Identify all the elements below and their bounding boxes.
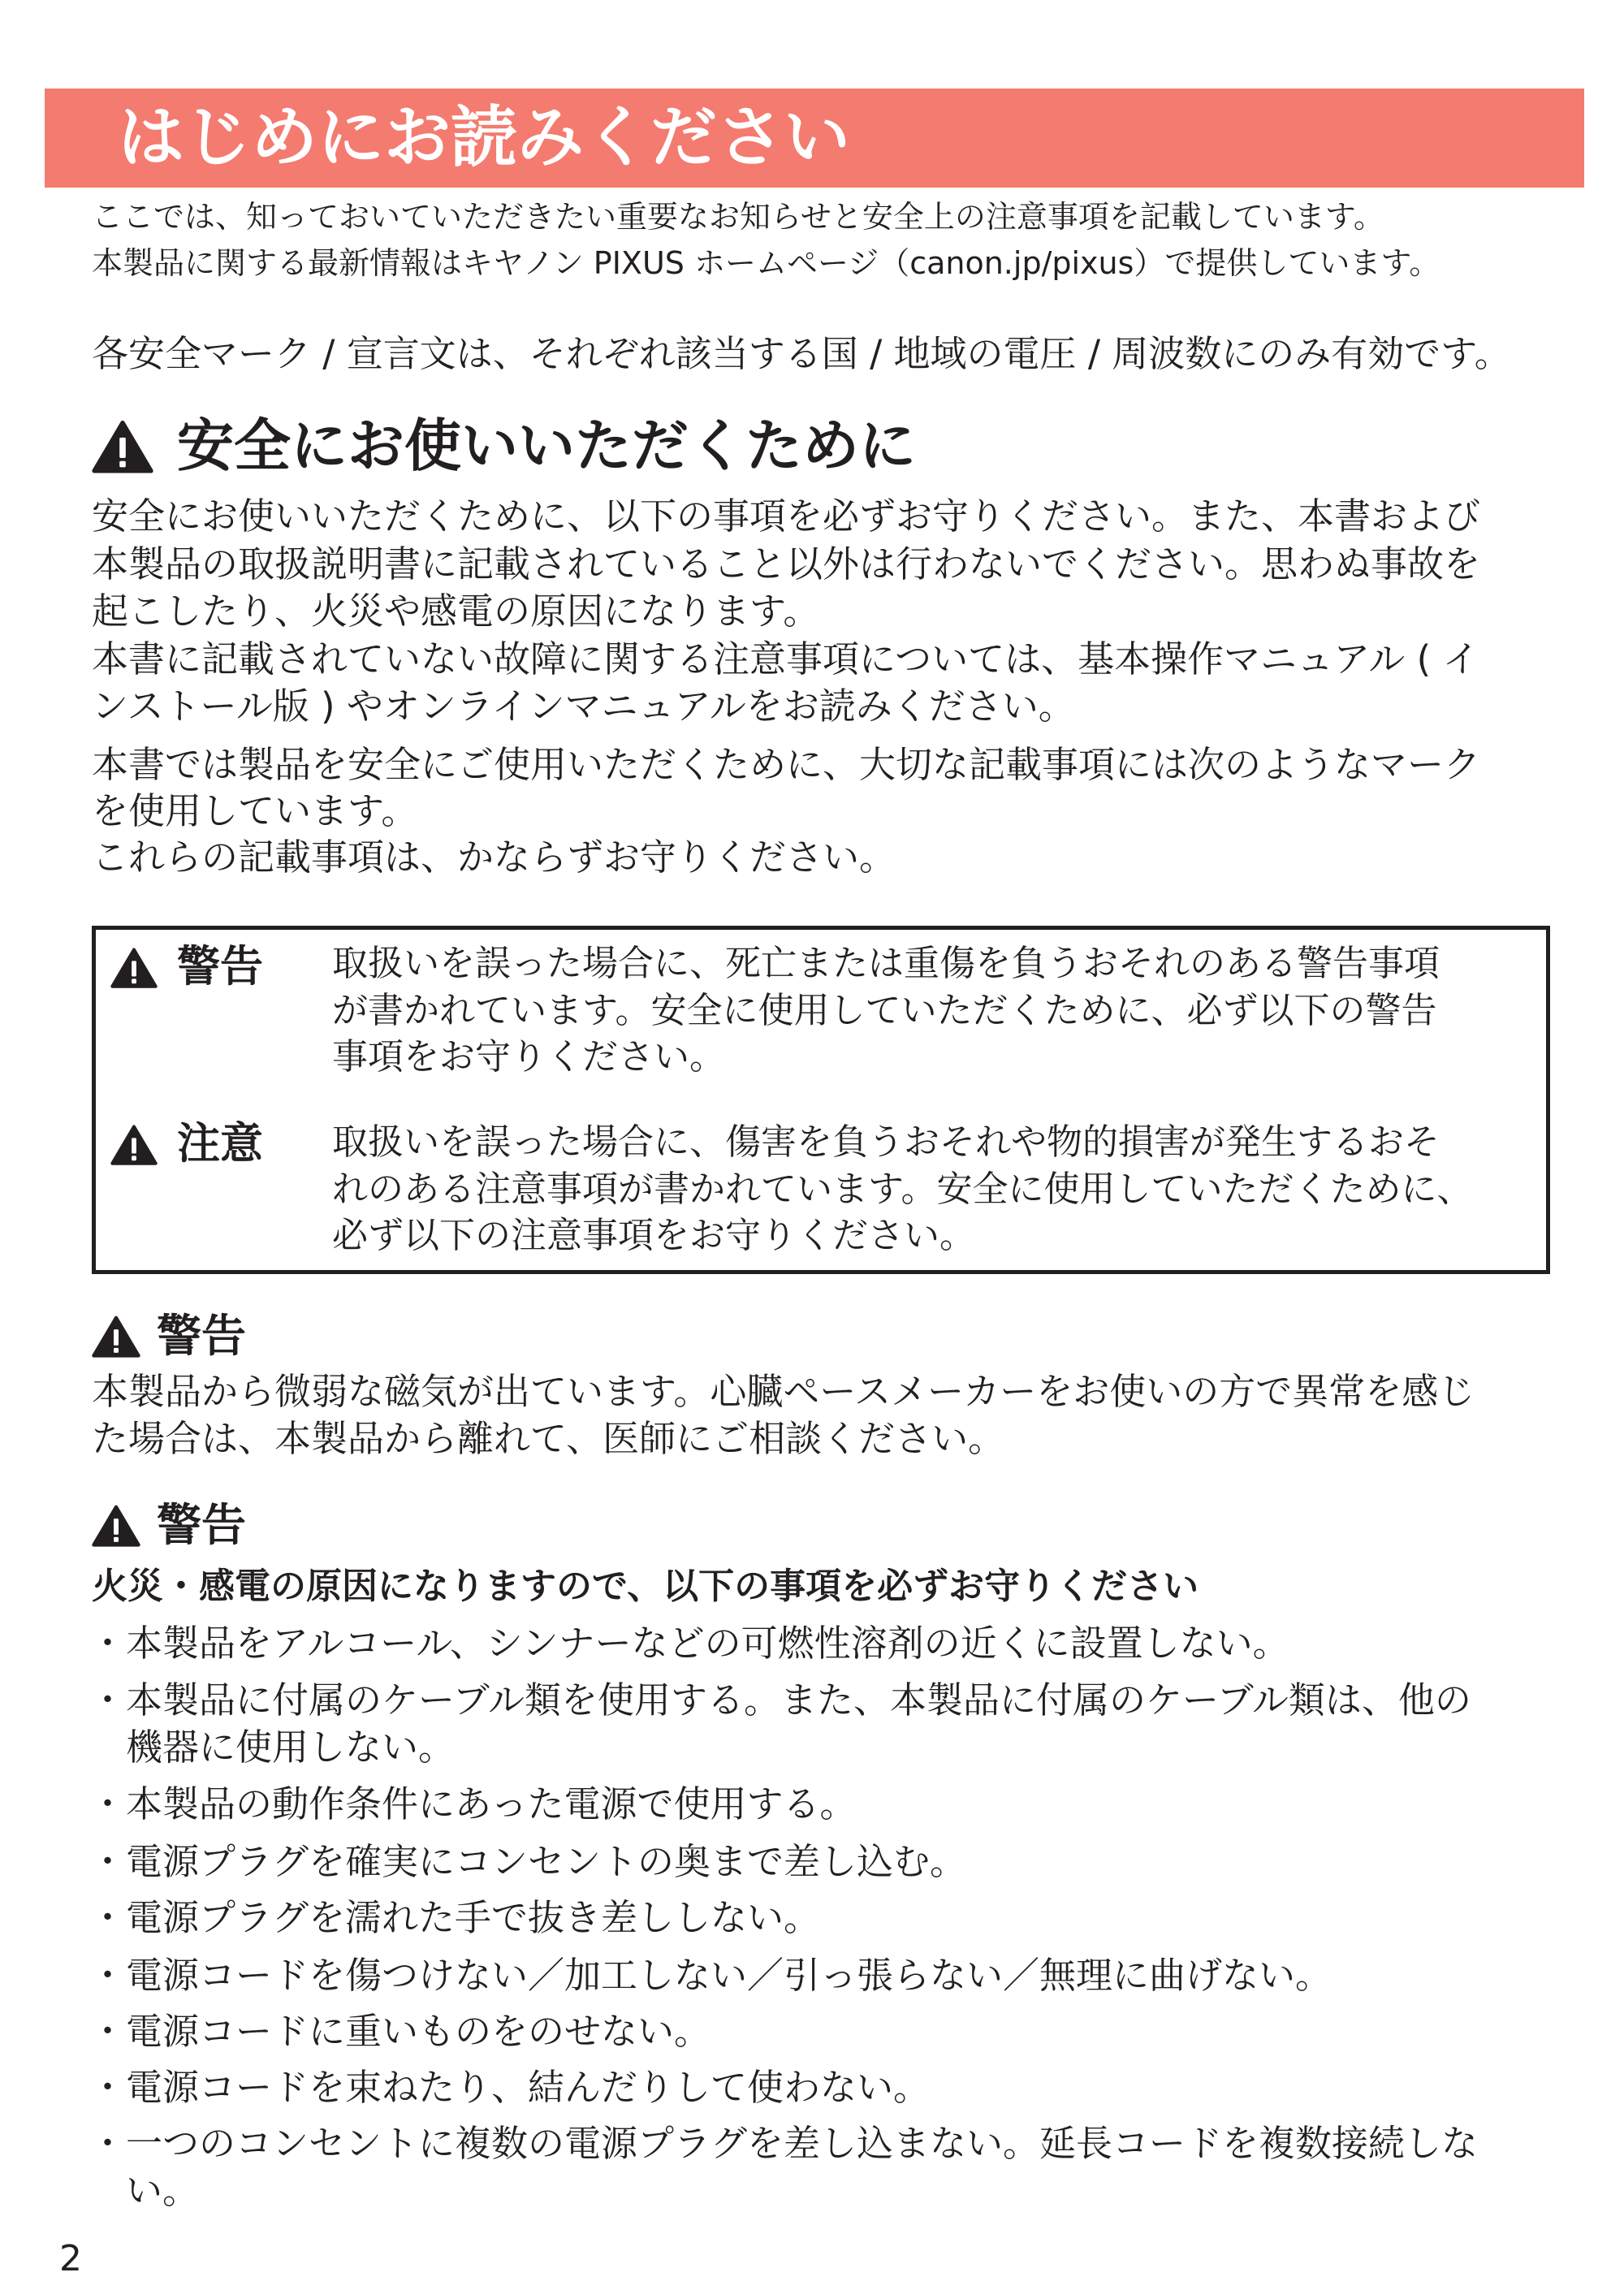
paragraph-line: これらの記載事項は、かならずお守りください。 [92, 836, 896, 879]
list-item-text [126, 2008, 710, 2055]
description-line: が書かれています。安全に使用していただくために、必ず以下の警告 [332, 989, 1437, 1031]
warning-heading [92, 1497, 246, 1553]
list-item-line: 電源プラグを濡れた手で抜き差ししない。 [126, 1896, 821, 1939]
list-item-text [126, 1677, 1471, 1771]
list-item-text [126, 2064, 930, 2111]
warning-triangle-icon [110, 947, 158, 988]
bullet-marker: ・ [89, 1896, 127, 1939]
list-item-line: い。 [126, 2169, 200, 2212]
page-header-bar [45, 89, 1584, 188]
bullet-marker: ・ [89, 2066, 127, 2109]
list-item [89, 1620, 1289, 1667]
safety-section-heading [92, 413, 916, 478]
description-line: れのある注意事項が書かれています。安全に使用していただくために、 [332, 1168, 1473, 1210]
list-item-line: 一つのコンセントに複数の電源プラグを差し込まない。延長コードを複数接続しな [126, 2122, 1479, 2165]
bullet-marker: ・ [89, 2122, 127, 2165]
list-item-text [126, 1952, 1332, 1999]
paragraph-line: 本製品の取扱説明書に記載されていること以外は行わないでください。思わぬ事故を [92, 542, 1481, 585]
bullet-marker: ・ [89, 1622, 127, 1665]
list-item [89, 1894, 820, 1942]
safety-paragraph [92, 493, 1480, 731]
legend-warning-description [332, 940, 1440, 1081]
list-item [89, 1677, 1471, 1771]
paragraph-line: 本書に記載されていない故障に関する注意事項については、基本操作マニュアル ( イ [92, 637, 1479, 680]
warning-triangle-icon [92, 1504, 140, 1547]
warning-heading-text: 警告 [157, 1310, 247, 1362]
list-item-line: 機器に使用しない。 [126, 1726, 456, 1769]
paragraph-line: 本書では製品を安全にご使用いただくために、大切な記載事項には次のようなマーク [92, 743, 1481, 786]
list-item-line: 電源コードを傷つけない／加工しない／引っ張らない／無理に曲げない。 [126, 1954, 1332, 1997]
paragraph-line: た場合は、本製品から離れて、医師にご相談ください。 [92, 1417, 1005, 1460]
bullet-marker: ・ [89, 1840, 127, 1883]
paragraph-line: を使用しています。 [92, 789, 418, 832]
description-line: 取扱いを誤った場合に、死亡または重傷を負うおそれのある警告事項 [332, 943, 1440, 984]
page-title: はじめにお読みください [118, 99, 851, 176]
paragraph-line: 本製品から微弱な磁気が出ています。心臓ペースメーカーをお使いの方で異常を感じ [92, 1370, 1475, 1413]
list-item [89, 1952, 1332, 1999]
bullet-marker: ・ [89, 1782, 127, 1825]
intro-line: 本製品に関する最新情報はキヤノン PIXUS ホームページ（canon.jp/pixus）で提供しています。 [92, 245, 1440, 281]
caution-label: 注意 [177, 1119, 263, 1169]
warning-triangle-icon [110, 1124, 158, 1165]
paragraph-line: 起こしたり、火災や感電の原因になります。 [92, 590, 820, 633]
bullet-marker: ・ [89, 1954, 127, 1997]
bullet-marker: ・ [89, 1678, 127, 1722]
list-item-text [126, 2120, 1478, 2214]
warning-triangle-icon [92, 1315, 140, 1358]
magnetic-warning-text [92, 1368, 1475, 1462]
description-line: 事項をお守りください。 [332, 1036, 725, 1078]
list-item-text [126, 1838, 966, 1886]
description-line: 取扱いを誤った場合に、傷害を負うおそれや物的損害が発生するおそ [332, 1121, 1440, 1163]
list-item [89, 1781, 857, 1828]
list-item [89, 2064, 930, 2111]
list-item-text [126, 1894, 820, 1942]
legend-caution-description [332, 1119, 1472, 1259]
list-item-line: 電源プラグを確実にコンセントの奥まで差し込む。 [126, 1840, 967, 1883]
page-number: 2 [59, 2238, 82, 2279]
warning-heading [92, 1307, 246, 1364]
intro-text [92, 194, 1440, 287]
list-item-line: 本製品に付属のケーブル類を使用する。また、本製品に付属のケーブル類は、他の [126, 1678, 1471, 1722]
paragraph-line: 安全にお使いいただくために、以下の事項を必ずお守りください。また、本書および [92, 495, 1481, 538]
safety-paragraph [92, 741, 1480, 880]
intro-line: ここでは、知っておいていただきたい重要なお知らせと安全上の注意事項を記載しています。 [92, 199, 1384, 235]
list-item-line: 本製品をアルコール、シンナーなどの可燃性溶剤の近くに設置しない。 [126, 1622, 1289, 1665]
warning-label: 警告 [177, 942, 263, 991]
list-item-text [126, 1620, 1289, 1667]
list-item-line: 電源コードに重いものをのせない。 [126, 2010, 711, 2053]
list-item-text [126, 1781, 857, 1828]
section-title: 安全にお使いいただくために [177, 413, 916, 479]
legend-caution-label [110, 1120, 263, 1169]
list-item-line: 本製品の動作条件にあった電源で使用する。 [126, 1782, 857, 1825]
bullet-marker: ・ [89, 2010, 127, 2053]
description-line: 必ず以下の注意事項をお守りください。 [332, 1215, 975, 1256]
list-item [89, 2008, 710, 2055]
fire-shock-subheading: 火災・感電の原因になりますので、以下の事項を必ずお守りください [92, 1566, 1199, 1607]
list-item [89, 1838, 966, 1886]
paragraph-line: ンストール版 ) やオンラインマニュアルをお読みください。 [92, 685, 1075, 728]
legend-warning-label [110, 943, 263, 991]
list-item-line: 電源コードを束ねたり、結んだりして使わない。 [126, 2066, 931, 2109]
list-item [89, 2120, 1478, 2214]
warning-triangle-icon [92, 419, 153, 473]
safety-mark-notice: 各安全マーク / 宣言文は、それぞれ該当する国 / 地域の電圧 / 周波数にのみ有効です。 [92, 332, 1511, 375]
warning-heading-text: 警告 [157, 1499, 247, 1551]
